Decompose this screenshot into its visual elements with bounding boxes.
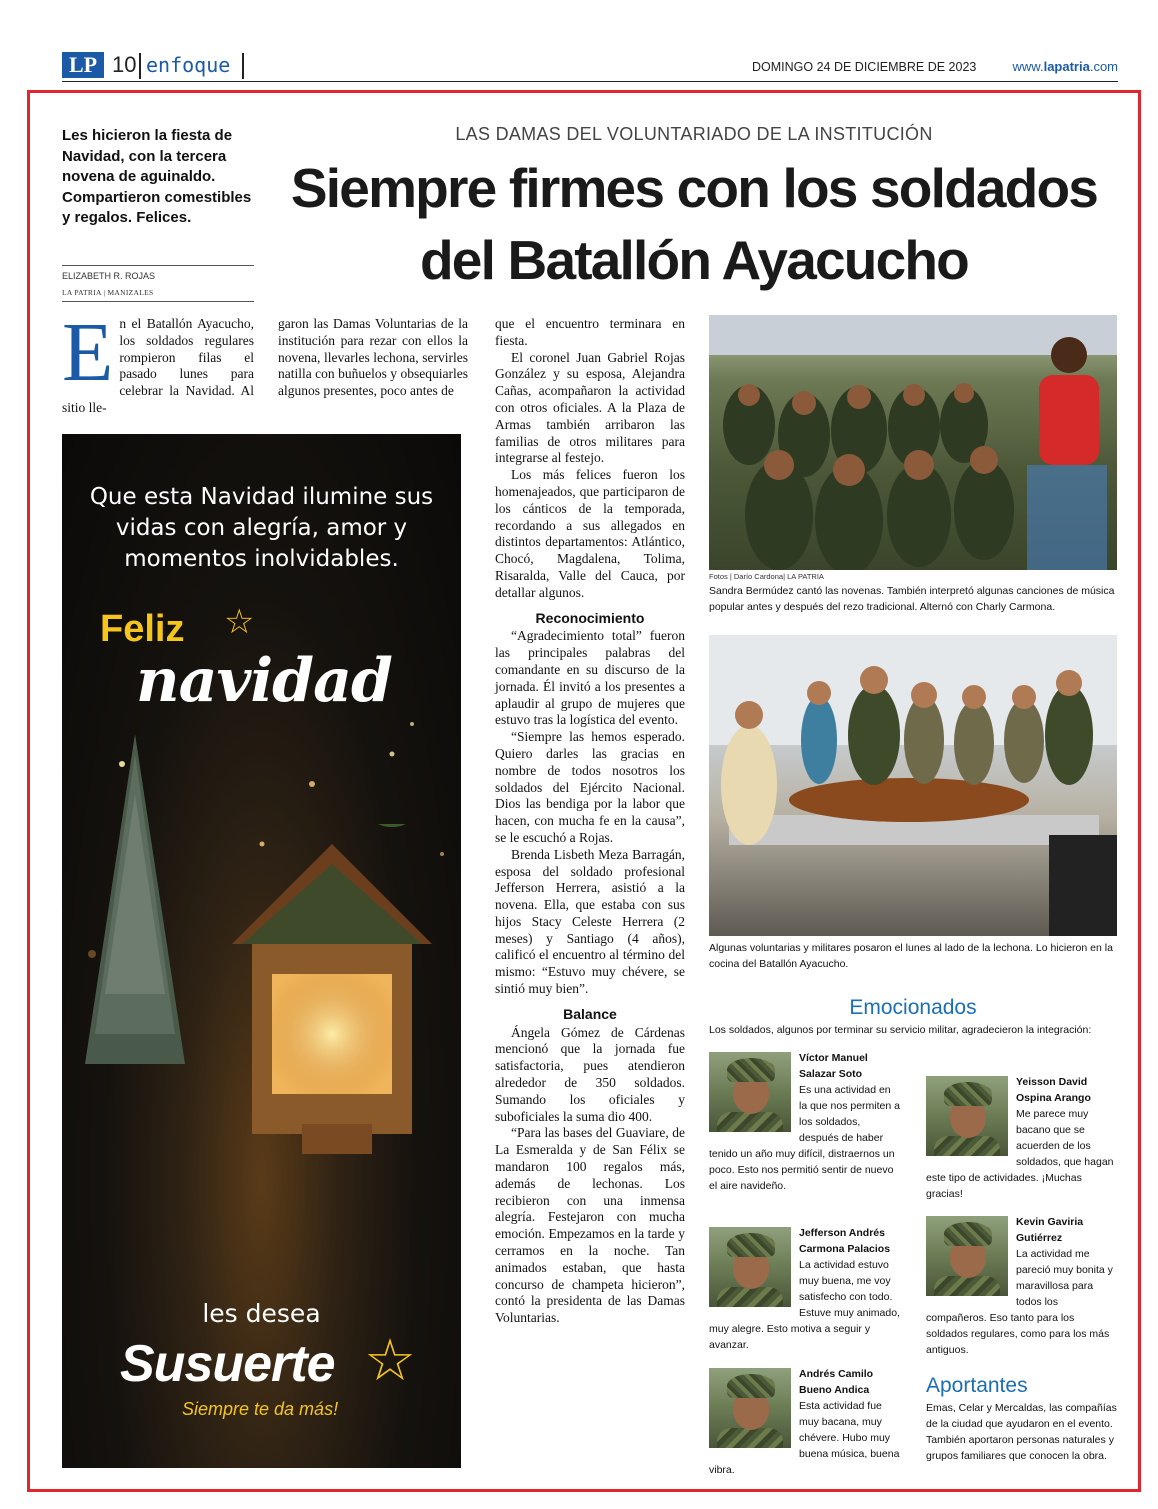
testimonial bbox=[709, 1225, 901, 1353]
soldier-portrait bbox=[926, 1216, 1008, 1296]
testimonial-name: Kevin Gaviria Gutiérrez bbox=[1016, 1216, 1084, 1244]
article-column-1 bbox=[62, 306, 254, 417]
testimonial bbox=[926, 1074, 1118, 1202]
kicker: LAS DAMAS DEL VOLUNTARIADO DE LA INSTITUCIÓN bbox=[455, 124, 933, 144]
drop-cap: E bbox=[62, 306, 114, 399]
testimonial-quote: Es una actividad en la que nos permiten a los soldados, después de haber tenido un año muy difícil, distraernos un poco. Esto nos permitió sentir de nuevo el aire navideño. bbox=[709, 1084, 900, 1192]
site-brand: lapatria bbox=[1043, 59, 1090, 74]
christmas-advertisement[interactable] bbox=[62, 434, 461, 1468]
aportantes-text: Emas, Celar y Mercaldas, las compañías de la ciudad que ayudaron en el evento. También aportaron personas naturales y grupos familiares que conocen la obra. bbox=[926, 1402, 1117, 1462]
ad-desea-text: les desea bbox=[202, 1299, 321, 1328]
article-column-2 bbox=[278, 316, 468, 400]
soldier-portrait bbox=[926, 1076, 1008, 1156]
testimonial bbox=[926, 1214, 1118, 1358]
paragraph: n el Batallón Ayacucho, los soldados regulares rompieron filas el pasado lunes para celebrar la Navidad. Al sitio lle- bbox=[62, 316, 254, 415]
photo-caption: Sandra Bermúdez cantó las novenas. También interpretó algunas canciones de música popular antes y después del rezo tradicional. Alternó con Charly Carmona. bbox=[709, 585, 1115, 613]
christmas-tree-icon bbox=[80, 734, 190, 1074]
paragraph: Brenda Lisbeth Meza Barragán, esposa del soldado profesional Jefferson Herrera, asistió a la novena. Ella, que estaba con sus hijos Stacy Celeste Herrera (2 meses) y Santiago (4 años), calificó el encuentro al término del mismo: “Estuvo muy chévere, se sintió muy bien”. bbox=[495, 846, 685, 997]
testimonial-name: Yeisson David Ospina Arango bbox=[1016, 1076, 1091, 1104]
masthead bbox=[62, 50, 1118, 82]
testimonial-quote: Me parece muy bacano que se acuerden de los soldados, que hagan este tipo de actividades. ¡Muchas gracias! bbox=[926, 1108, 1114, 1200]
paragraph: “Para las bases del Guaviare, de La Esmeralda y de San Félix se mandaron 100 regalos más, además de lechonas. Los recibieron con una inmensa alegría. Festejaron con mucha emoción. Empezamos en la tarde y cerramos en la noche. Tan animados estaban, que hasta concurso de champeta hicieron”, contó la presidenta de las Damas Voluntarias. bbox=[495, 1125, 685, 1326]
site-suffix: .com bbox=[1089, 59, 1118, 74]
article-lead: Les hicieron la fiesta de Navidad, con la tercera novena de aguinaldo. Compartieron comestibles y regalos. Felices. bbox=[62, 127, 252, 226]
paragraph: Ángela Gómez de Cárdenas mencionó que la jornada fue satisfactoria, pues atendieron alrededor de 350 soldados. Sumando los oficiales y suboficiales la suma dio 400. bbox=[495, 1024, 685, 1124]
testimonial-quote: La actividad estuvo muy buena, me voy satisfecho con todo. Estuve muy animado, muy alegre. Esto motiva a seguir y avanzar. bbox=[709, 1259, 900, 1351]
soldiers-photo-illustration bbox=[709, 315, 1117, 570]
ad-feliz-text: Feliz bbox=[100, 608, 185, 650]
emocionados-subtitle: Los soldados, algunos por terminar su servicio militar, agradecieron la integración: bbox=[709, 1024, 1092, 1036]
photo-caption: Algunas voluntarias y militares posaron el lunes al lado de la lechona. Lo hicieron en la cocina del Batallón Ayacucho. bbox=[709, 942, 1113, 970]
divider bbox=[139, 53, 141, 79]
paragraph: que el encuentro terminara en fiesta. bbox=[495, 316, 685, 348]
newspaper-logo[interactable]: LP bbox=[62, 52, 104, 78]
testimonial-quote: La actividad me pareció muy bonita y maravillosa para todos los compañeros. Eso tanto para los soldados regulares, como para los más antiguos. bbox=[926, 1248, 1113, 1356]
soldier-portrait bbox=[709, 1052, 791, 1132]
author: ELIZABETH R. ROJAS bbox=[62, 271, 156, 281]
testimonial bbox=[709, 1366, 901, 1478]
subheading: Balance bbox=[563, 1005, 617, 1022]
article-column-3 bbox=[495, 316, 685, 1327]
issue-date: DOMINGO 24 DE DICIEMBRE DE 2023 bbox=[752, 60, 977, 74]
outlet-location: LA PATRIA | MANIZALES bbox=[62, 288, 154, 297]
kitchen-photo-illustration bbox=[709, 635, 1117, 936]
aportantes-title: Aportantes bbox=[926, 1374, 1028, 1397]
ad-brand-name: Susuerte bbox=[120, 1335, 335, 1393]
testimonial-name: Andrés Camilo Bueno Andica bbox=[799, 1368, 874, 1396]
site-prefix: www. bbox=[1012, 59, 1044, 74]
paragraph: “Agradecimiento total” fueron las principales palabras del comandante en su discurso de la jornada. Él invitó a los presentes a aplaudir al grupo de mujeres que estuvo tras la logística del evento. bbox=[495, 628, 685, 728]
soldier-portrait bbox=[709, 1227, 791, 1307]
star-icon: ☆ bbox=[224, 604, 255, 641]
testimonial-name: Jefferson Andrés Carmona Palacios bbox=[799, 1227, 891, 1255]
soldier-portrait bbox=[709, 1368, 791, 1448]
christmas-village-house-icon bbox=[212, 824, 452, 1204]
testimonial-quote: Esta actividad fue muy bacana, muy chévere. Hubo muy buena música, buena vibra. bbox=[709, 1400, 900, 1476]
divider bbox=[242, 53, 244, 79]
headline-line-1: Siempre firmes con los soldados bbox=[290, 157, 1098, 219]
paragraph: El coronel Juan Gabriel Rojas González y su esposa, Alejandra Cañas, acompañaron la actividad con otros oficiales. A la Plaza de Armas también arribaron las familias de otros militares para integrarse al festejo. bbox=[495, 349, 685, 466]
site-link[interactable] bbox=[1013, 59, 1118, 74]
divider bbox=[62, 265, 254, 266]
testimonial bbox=[709, 1050, 901, 1194]
section-name: enfoque bbox=[146, 53, 231, 77]
photo-credit: Fotos | Darío Cardona| LA PATRIA bbox=[709, 572, 824, 581]
paragraph: “Siempre las hemos esperado. Quiero darles las gracias en nombre de todos nosotros los soldados del Ejército Nacional. Dios las bendiga por la labor que hacen, con mucha fe en la causa”, se le escuchó a Rojas. bbox=[495, 729, 685, 845]
star-icon: ☆ bbox=[364, 1328, 416, 1393]
divider bbox=[62, 301, 254, 302]
testimonial-name: Víctor Manuel Salazar Soto bbox=[799, 1052, 868, 1080]
paragraph: Los más felices fueron los homenajeados, que participaron de los cánticos de la temporada, recordando a sus allegados en distintos departamentos: Atlántico, Chocó, Magdalena, Tolima, Risaralda, Valle del Cauca, por detallar algunos. bbox=[495, 467, 685, 600]
paragraph: garon las Damas Voluntarias de la institución para rezar con ellos la novena, llevarles lechona, servirles natilla con buñuelos y obsequiarles algunos presentes, poco antes de bbox=[278, 316, 468, 399]
photo-volunteers-lechona bbox=[709, 635, 1117, 936]
ad-navidad-text: navidad bbox=[136, 646, 392, 716]
ad-message: Que esta Navidad ilumine sus vidas con alegría, amor y momentos inolvidables. bbox=[89, 484, 434, 572]
ad-slogan: Siempre te da más! bbox=[182, 1399, 339, 1419]
subheading: Reconocimiento bbox=[535, 609, 645, 626]
emocionados-title: Emocionados bbox=[849, 996, 977, 1019]
headline-line-2: del Batallón Ayacucho bbox=[420, 229, 968, 291]
page-number: 10 bbox=[112, 52, 137, 77]
photo-soldiers-audience bbox=[709, 315, 1117, 570]
headline bbox=[290, 152, 1098, 296]
